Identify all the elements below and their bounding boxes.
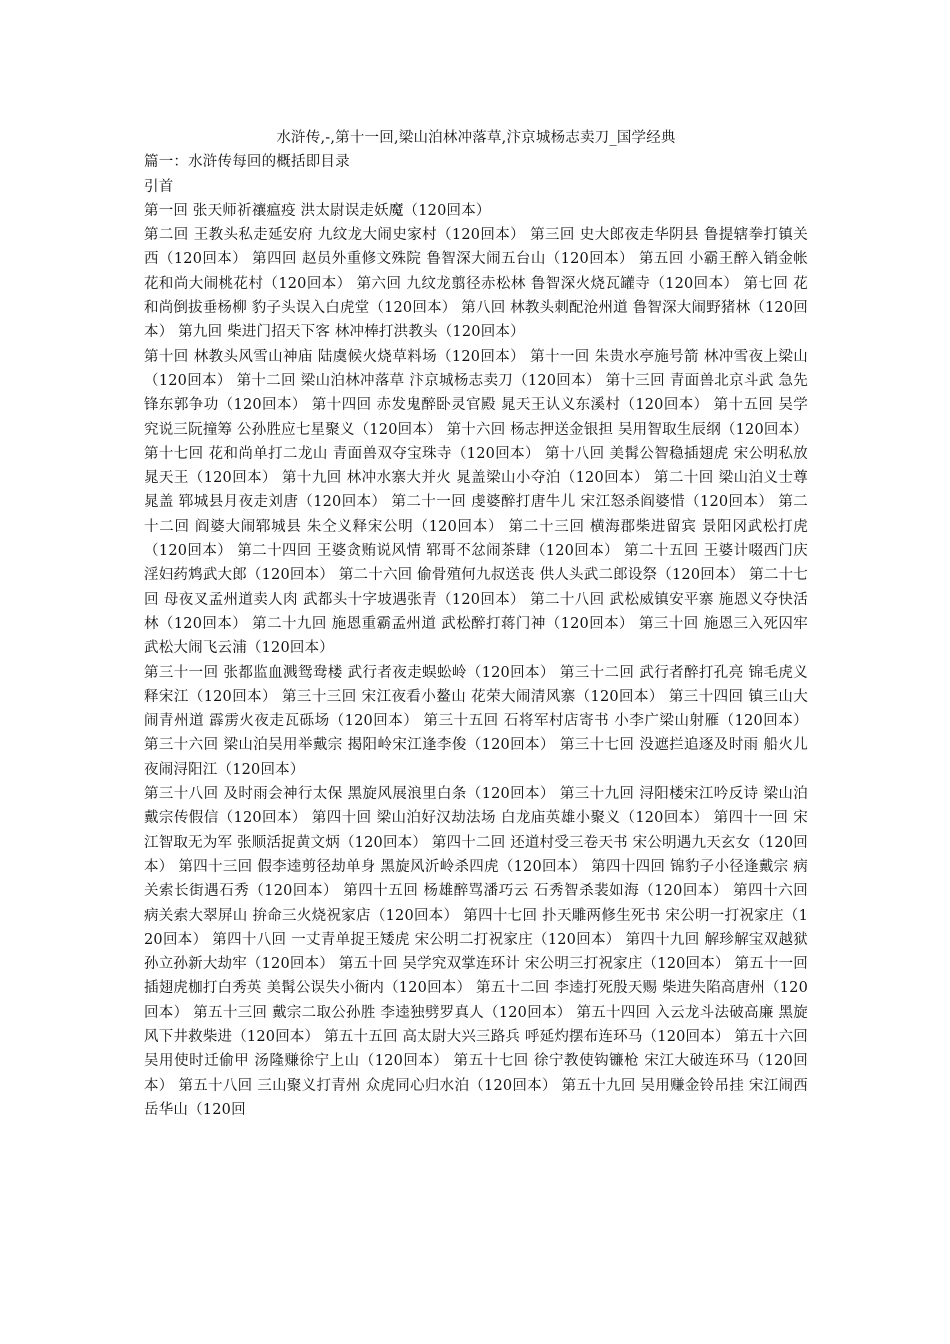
paragraph-chapter-1: 第一回 张天师祈禳瘟疫 洪太尉误走妖魔（120回本） (144, 202, 491, 219)
paragraph-chapters-31-37: 第三十一回 张都监血溅鸳鸯楼 武行者夜走蜈蚣岭（120回本） 第三十二回 武行者醉打孔亮 锦毛虎义释宋江（120回本） 第三十三回 宋江夜看小鳌山 花荣大闹清风寨（120回本） 第三十四回 镇三山大闹青州道 霹雳火夜走瓦砾场（120回本） 第三十五回 石将军村店寄书 小李广梁山射雁（120回本） 第三十六回 梁山泊吴用举戴宗 揭阳岭宋江逢李俊（120回本） 第三十七回 没遮拦追逐及时雨 船火儿夜闹浔阳江（120回本） (144, 664, 808, 778)
paragraph-heading: 篇一：水浒传每回的概括即目录 (144, 154, 350, 171)
document-title: 水浒传,-,第十一回,梁山泊林冲落草,汴京城杨志卖刀_国学经典 (276, 130, 676, 146)
document-page (144, 126, 808, 1122)
paragraph-chapters-10-30: 第十回 林教头风雪山神庙 陆虞候火烧草料场（120回本） 第十一回 朱贵水亭施号箭 林冲雪夜上梁山（120回本） 第十二回 梁山泊林冲落草 汴京城杨志卖刀（120回本） 第十三回 青面兽北京斗武 急先锋东郭争功（120回本） 第十四回 赤发鬼醉卧灵官殿 晁天王认义东溪村（120回本） 第十五回 吴学究说三阮撞筹 公孙胜应七星聚义（120回本） 第十六回 杨志押送金银担 吴用智取生辰纲（120回本） 第十七回 花和尚单打二龙山 青面兽双夺宝珠寺（120回本） 第十八回 美髯公智稳插翅虎 宋公明私放晁天王（120回本） 第十九回 林冲水寨大并火 晁盖梁山小夺泊（120回本） 第二十回 梁山泊义士尊晁盖 郓城县月夜走刘唐（120回本） 第二十一回 虔婆醉打唐牛儿 宋江怒杀阎婆惜（120回本） 第二十二回 阎婆大闹郓城县 朱仝义释宋公明（120回本） 第二十三回 横海郡柴进留宾 景阳冈武松打虎（120回本） 第二十四回 王婆贪贿说风情 郓哥不忿闹茶肆（120回本） 第二十五回 王婆计啜西门庆 淫妇药鸩武大郎（120回本） 第二十六回 偷骨殖何九叔送丧 供人头武二郎设祭（120回本） 第二十七回 母夜叉孟州道卖人肉 武都头十字坡遇张青（120回本） 第二十八回 武松威镇安平寨 施恩义夺快活林（120回本） 第二十九回 施恩重霸孟州道 武松醉打蒋门神（120回本） 第三十回 施恩三入死囚牢 武松大闹飞云浦（120回本） (144, 348, 808, 657)
paragraph-prologue: 引首 (144, 178, 174, 195)
paragraph-chapters-2-9: 第二回 王教头私走延安府 九纹龙大闹史家村（120回本） 第三回 史大郎夜走华阴县 鲁提辖拳打镇关西（120回本） 第四回 赵员外重修文殊院 鲁智深大闹五台山（120回本） 第五回 小霸王醉入销金帐 花和尚大闹桃花村（120回本） 第六回 九纹龙翦径赤松林 鲁智深火烧瓦罐寺（120回本） 第七回 花和尚倒拔垂杨柳 豹子头误入白虎堂（120回本） 第八回 林教头刺配沧州道 鲁智深大闹野猪林（120回本） 第九回 柴进门招天下客 林冲棒打洪教头（120回本） (144, 227, 808, 341)
paragraph-chapters-38-59: 第三十八回 及时雨会神行太保 黑旋风展浪里白条（120回本） 第三十九回 浔阳楼宋江吟反诗 梁山泊戴宗传假信（120回本） 第四十回 梁山泊好汉劫法场 白龙庙英雄小聚义（120回本） 第四十一回 宋江智取无为军 张顺活捉黄文炳（120回本） 第四十二回 还道村受三卷天书 宋公明遇九天玄女（120回本） 第四十三回 假李逵剪径劫单身 黑旋风沂岭杀四虎（120回本） 第四十四回 锦豹子小径逢戴宗 病关索长街遇石秀（120回本） 第四十五回 杨雄醉骂潘巧云 石秀智杀裴如海（120回本） 第四十六回 病关索大翠屏山 拚命三火烧祝家店（120回本） 第四十七回 扑天雕两修生死书 宋公明一打祝家庄（120回本） 第四十八回 一丈青单捉王矮虎 宋公明二打祝家庄（120回本） 第四十九回 解珍解宝双越狱 孙立孙新大劫牢（120回本） 第五十回 吴学究双掌连环计 宋公明三打祝家庄（120回本） 第五十一回 插翅虎枷打白秀英 美髯公误失小衙内（120回本） 第五十二回 李逵打死殷天赐 柴进失陷高唐州（120回本） 第五十三回 戴宗二取公孙胜 李逵独劈罗真人（120回本） 第五十四回 入云龙斗法破高廉 黑旋风下井救柴进（120回本） 第五十五回 高太尉大兴三路兵 呼延灼摆布连环马（120回本） 第五十六回 吴用使时迁偷甲 汤隆赚徐宁上山（120回本） 第五十七回 徐宁教使钩镰枪 宋江大破连环马（120回本） 第五十八回 三山聚义打青州 众虎同心归水泊（120回本） 第五十九回 吴用赚金铃吊挂 宋江闹西岳华山（120回 (144, 786, 808, 1118)
